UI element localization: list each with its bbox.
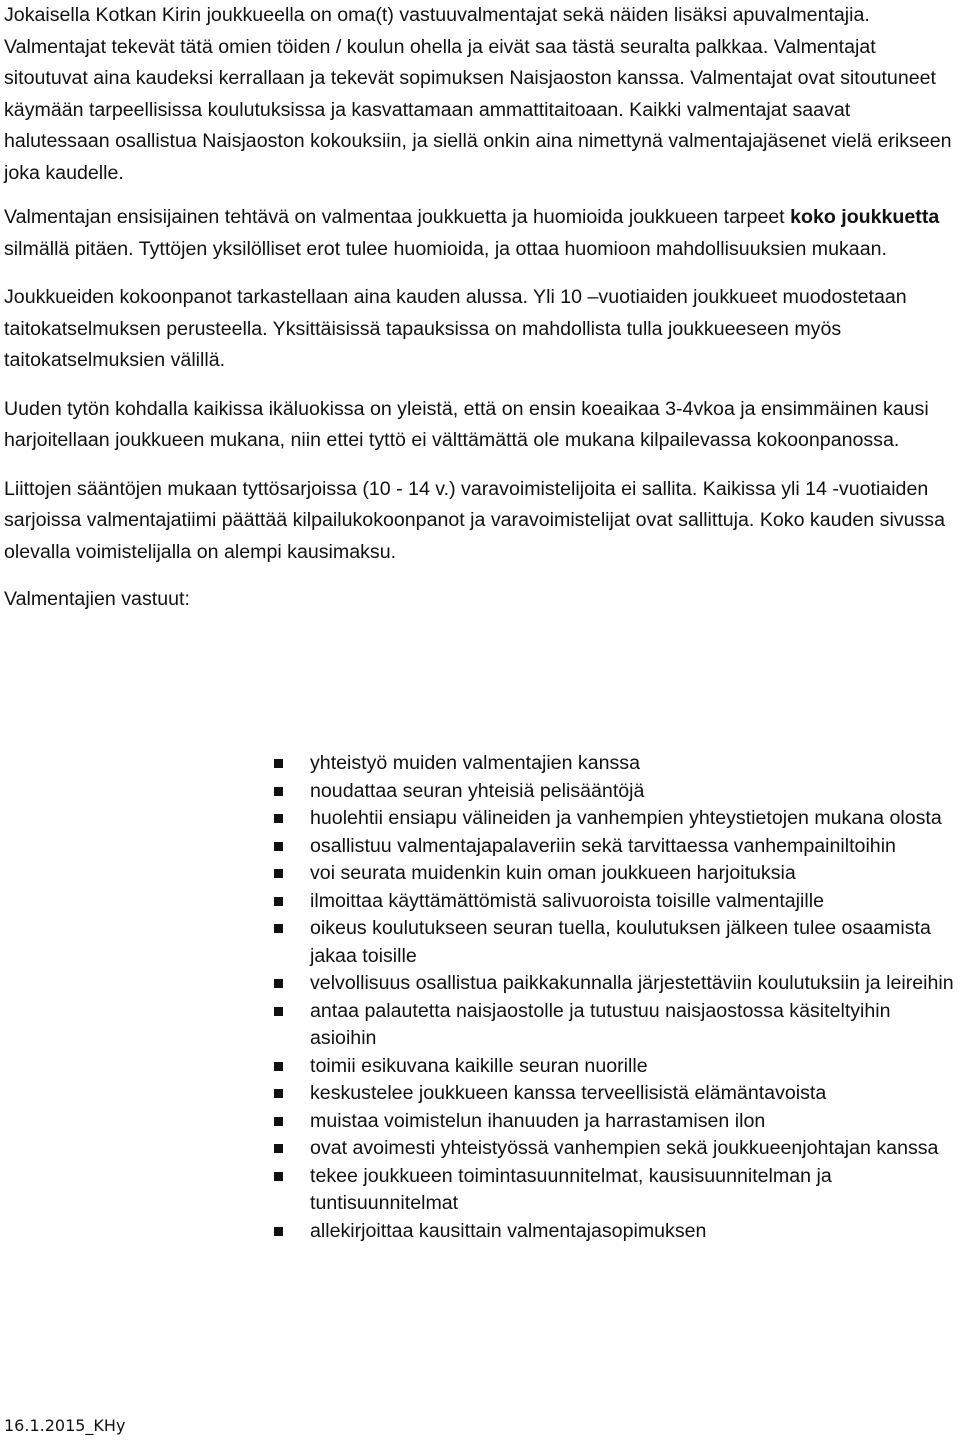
square-bullet-icon <box>274 1144 283 1153</box>
square-bullet-icon <box>274 897 283 906</box>
square-bullet-icon <box>274 1007 283 1016</box>
duty-item <box>274 1135 958 1163</box>
duty-item-text: keskustelee joukkueen kanssa terveellisistä elämäntavoista <box>310 1082 827 1104</box>
emphasis-whole-team: koko joukkuetta <box>790 206 940 228</box>
duty-item <box>274 888 958 916</box>
paragraph-coach-primary-task-end: silmällä pitäen. Tyttöjen yksilölliset erot tulee huomioida, ja ottaa huomioon mahdollisuuksien mukaan. <box>4 237 887 260</box>
duty-item <box>274 1163 958 1218</box>
duty-item-text: ovat avoimesti yhteistyössä vanhempien sekä joukkueenjohtajan kanssa <box>310 1137 939 1159</box>
footer-date: 16.1.2015_KHy <box>4 1416 126 1435</box>
duty-item-text: allekirjoittaa kausittain valmentajasopimuksen <box>310 1219 707 1242</box>
paragraph-federation-rules: Liittojen sääntöjen mukaan tyttösarjoissa (10 - 14 v.) varavoimistelijoita ei sallita. Kaikissa yli 14 -vuotiaiden sarjoissa valmentajatiimi päättää kilpailukokoonpanot ja varavoimistelijat ovat sallittuja. Koko kauden sivussa olevalla voimistelijalla on alempi kausimaksu. <box>4 477 945 563</box>
duty-item <box>274 750 958 778</box>
square-bullet-icon <box>274 924 283 933</box>
duty-item <box>274 970 958 998</box>
square-bullet-icon <box>274 1089 283 1098</box>
square-bullet-icon <box>274 1062 283 1071</box>
duty-item <box>274 1108 958 1136</box>
square-bullet-icon <box>274 1117 283 1126</box>
paragraph-new-girl: Uuden tytön kohdalla kaikissa ikäluokissa on yleistä, että on ensin koeaikaa 3-4vkoa ja ensimmäinen kausi harjoitellaan joukkueen mukana, niin ettei tyttö ei välttämättä ole mukana kilpailevassa kokoonpanossa. <box>4 397 929 451</box>
duty-item-text: toimii esikuvana kaikille seuran nuorille <box>310 1054 648 1077</box>
paragraph-coach-primary-task <box>4 202 958 265</box>
paragraph-team-lineups: Joukkueiden kokoonpanot tarkastellaan aina kauden alussa. Yli 10 –vuotiaiden joukkueet muodostetaan taitokatselmuksen perusteella. Yksittäisissä tapauksissa on mahdollista tulla joukkueeseen myös taitokatselmuksien välillä. <box>4 286 907 371</box>
square-bullet-icon <box>274 787 283 796</box>
duty-item-text: tekee joukkueen toimintasuunnitelmat, kausisuunnitelman ja tuntisuunnitelmat <box>310 1164 832 1214</box>
duty-item-text: voi seurata muidenkin kuin oman joukkueen harjoituksia <box>310 862 796 884</box>
duty-item-text: antaa palautetta naisjaostolle ja tutustuu naisjaostossa käsiteltyihin asioihin <box>310 999 891 1049</box>
duty-item <box>274 1080 958 1108</box>
duty-item <box>274 1218 958 1246</box>
document-body <box>4 0 958 616</box>
duty-item <box>274 915 958 970</box>
duties-list <box>274 750 958 1245</box>
duty-item-text: noudattaa seuran yhteisiä pelisääntöjä <box>310 779 645 802</box>
square-bullet-icon <box>274 814 283 823</box>
duty-item <box>274 778 958 806</box>
duty-item <box>274 805 958 833</box>
paragraph-coaches-intro: Jokaisella Kotkan Kirin joukkueella on oma(t) vastuuvalmentajat sekä näiden lisäksi apuvalmentajia. Valmentajat tekevät tätä omien töiden / koulun ohella ja eivät saa tästä seuralta palkkaa. Valmentajat sitoutuvat aina kaudeksi kerrallaan ja tekevät sopimuksen Naisjaoston kanssa. Valmentajat ovat sitoutuneet käymään tarpeellisissa koulutuksissa ja kasvattamaan ammattitaitoaan. Kaikki valmentajat saavat halutessaan osallistua Naisjaoston kokouksiin, ja siellä onkin aina nimettynä valmentajajäsenet vielä erikseen joka kaudelle. <box>4 4 952 184</box>
duty-item-text: oikeus koulutukseen seuran tuella, koulutuksen jälkeen tulee osaamista jakaa toisille <box>310 917 931 967</box>
square-bullet-icon <box>274 1172 283 1181</box>
duty-item-text: huolehtii ensiapu välineiden ja vanhempien yhteystietojen mukana olosta <box>310 807 942 829</box>
duty-item <box>274 860 958 888</box>
square-bullet-icon <box>274 842 283 851</box>
square-bullet-icon <box>274 869 283 878</box>
square-bullet-icon <box>274 979 283 988</box>
duty-item-text: velvollisuus osallistua paikkakunnalla järjestettäviin koulutuksiin ja leireihin <box>310 972 954 994</box>
duty-item-text: osallistuu valmentajapalaveriin sekä tarvittaessa vanhempainiltoihin <box>310 834 896 857</box>
duty-item-text: yhteistyö muiden valmentajien kanssa <box>310 752 641 774</box>
duty-item <box>274 1053 958 1081</box>
duties-heading: Valmentajien vastuut: <box>4 588 190 610</box>
duty-item-text: ilmoittaa käyttämättömistä salivuoroista toisille valmentajille <box>310 889 824 912</box>
duty-item <box>274 998 958 1053</box>
duty-item-text: muistaa voimistelun ihanuuden ja harrastamisen ilon <box>310 1109 766 1132</box>
duty-item <box>274 833 958 861</box>
paragraph-coach-primary-task-start: Valmentajan ensisijainen tehtävä on valmentaa joukkuetta ja huomioida joukkueen tarpeet <box>4 206 791 228</box>
square-bullet-icon <box>274 1227 283 1236</box>
square-bullet-icon <box>274 759 283 768</box>
